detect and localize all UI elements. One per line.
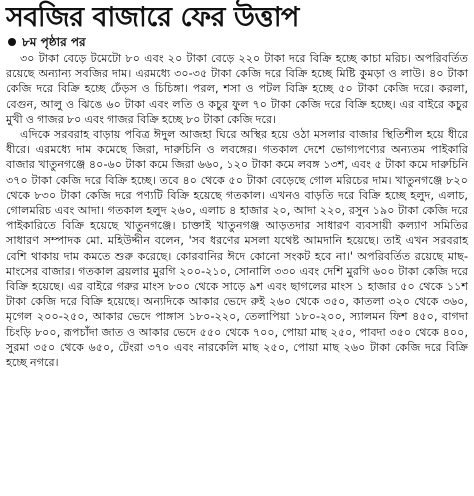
article-paragraph-1: ৩০ টাকা বেড়ে টমেটো ৮০ এবং ২০ টাকা বেড়ে ২২০ টাকা দরে বিক্রি হচ্ছে কাচা মরিচ। অপরিবর্তিত রয়েছে অন্যান্য সবজির দাম। এরমধ্যে ৩০-৩৫ টাকা কেজি দরে বিক্রি হচ্ছে মিষ্টি কুমড়া ও লাউ। ৪০ টাকা কেজি দরে বিক্রি হচ্ছে ঢেঁড়স ও চিচিঙ্গা। পরল, শসা ও পটল বিক্রি হচ্ছে ৫০ টাকা কেজি দরে। করলা, বেগুন, আলু ও ঝিঙে ৬০ টাকা এবং লতি ও কচুর ফুল ৭০ টাকা কেজি দরে বিক্রি হচ্ছে। এর বাইরে কচুর মুখী ও গাজর ৮০ এবং গাজর বিক্রি হচ্ছে ৮০ টাকা কেজি দরে।	[6, 52, 468, 126]
news-article	[6, 2, 468, 370]
bullet-icon	[8, 38, 16, 46]
continued-label: ৮ম পৃষ্ঠার পর	[22, 35, 86, 49]
article-paragraph-2: এদিকে সরবরাহ বাড়ায় পবিত্র ঈদুল আজহা ঘিরে অস্থির হয়ে ওঠা মসলার বাজার স্থিতিশীল হয়ে ধীরে ধীরে। এরমধ্যে দাম কমেছে জিরা, দারুচিনি ও লবঙ্গের। গতকাল দেশে ভোগ্যপণ্যের অন্যতম পাইকারি বাজার খাতুনগঞ্জে ৪০-৬০ টাকা কমে জিরা ৬৬০, ১২০ টাকা কমে লবঙ্গ ১৩শ, এবং ৫ টাকা কমে দারুচিনি ৩৭০ টাকা কেজি দরে বিক্রি হচ্ছে। তবে ৪০ থেকে ৫০ টাকা বেড়েছে গোল মরিচের দাম। খাতুনগঞ্জে ৮২০ থেকে ৮৩০ টাকা কেজি দরে পণ্যটি বিক্রি হয়েছে গতকাল। এখনও বাড়তি দরে বিক্রি হচ্ছে হলুদ, এলাচ, গোলমরিচ এবং আদা। গতকাল হলুদ ২৬০, এলাচ ৪ হাজার ২০, আদা ২২০, রসুন ১৯০ টাকা কেজি দরে পাইকারিতে বিক্রি হয়েছে খাতুনগঞ্জে। চাক্তাই খাতুনগঞ্জ আড়তদার সাধারণ ব্যবসায়ী কল্যাণ সমিতির সাধারণ সম্পাদক মো. মহিউদ্দীন বলেন, 'সব ধরণের মসলা যথেষ্ট আমদানি হয়েছে। তাই এখন সরবরাহ বেশি থাকায় দাম কমতে শুরু করেছে। কোরবানির ঈদে কোনো সংকট হবে না।' অপরিবর্তিত রয়েছে মাছ-মাংসের বাজার। গতকাল ব্রয়লার মুরগি ২০০-২১০, সোনালি ৩৩০ এবং দেশি মুরগি ৬০০ টাকা কেজি দরে বিক্রি হয়েছে। এর বাইরে গরুর মাংস ৮০০ থেকে সাড়ে ৯শ এবং ছাগলের মাংস ১ হাজার ৫০ থেকে ১১শ টাকা কেজি দরে বিক্রি হয়েছে। অন্যদিকে আকার ভেদে রুই ২৬০ থেকে ৩৫০, কাতলা ৩২০ থেকে ৩৬০, মৃগেল ২০০-২৫০, আকার ভেদে পাঙ্গাস ১৮০-২২০, তেলাপিয়া ১৮০-২০০, স্যালমন ফিশ ৪৫০, বাগদা চিংড়ি ৮০০, রূপচাঁদা জাত ও আকার ভেদে ৫৫০ থেকে ৭০০, পোয়া মাছ ২৫০, পাবদা ৩৫০ থেকে ৪০০, সুরমা ৩৫০ থেকে ৬৫০, টেংরা ৩৭০ এবং নারকেলি মাছ ২৫০, পোয়া মাছ ২৬০ টাকা কেজি দরে বিক্রি হচ্ছে নগরে।	[6, 128, 468, 370]
headline: সবজির বাজারে ফের উত্তাপ	[6, 2, 299, 33]
continued-from-line	[8, 34, 468, 50]
